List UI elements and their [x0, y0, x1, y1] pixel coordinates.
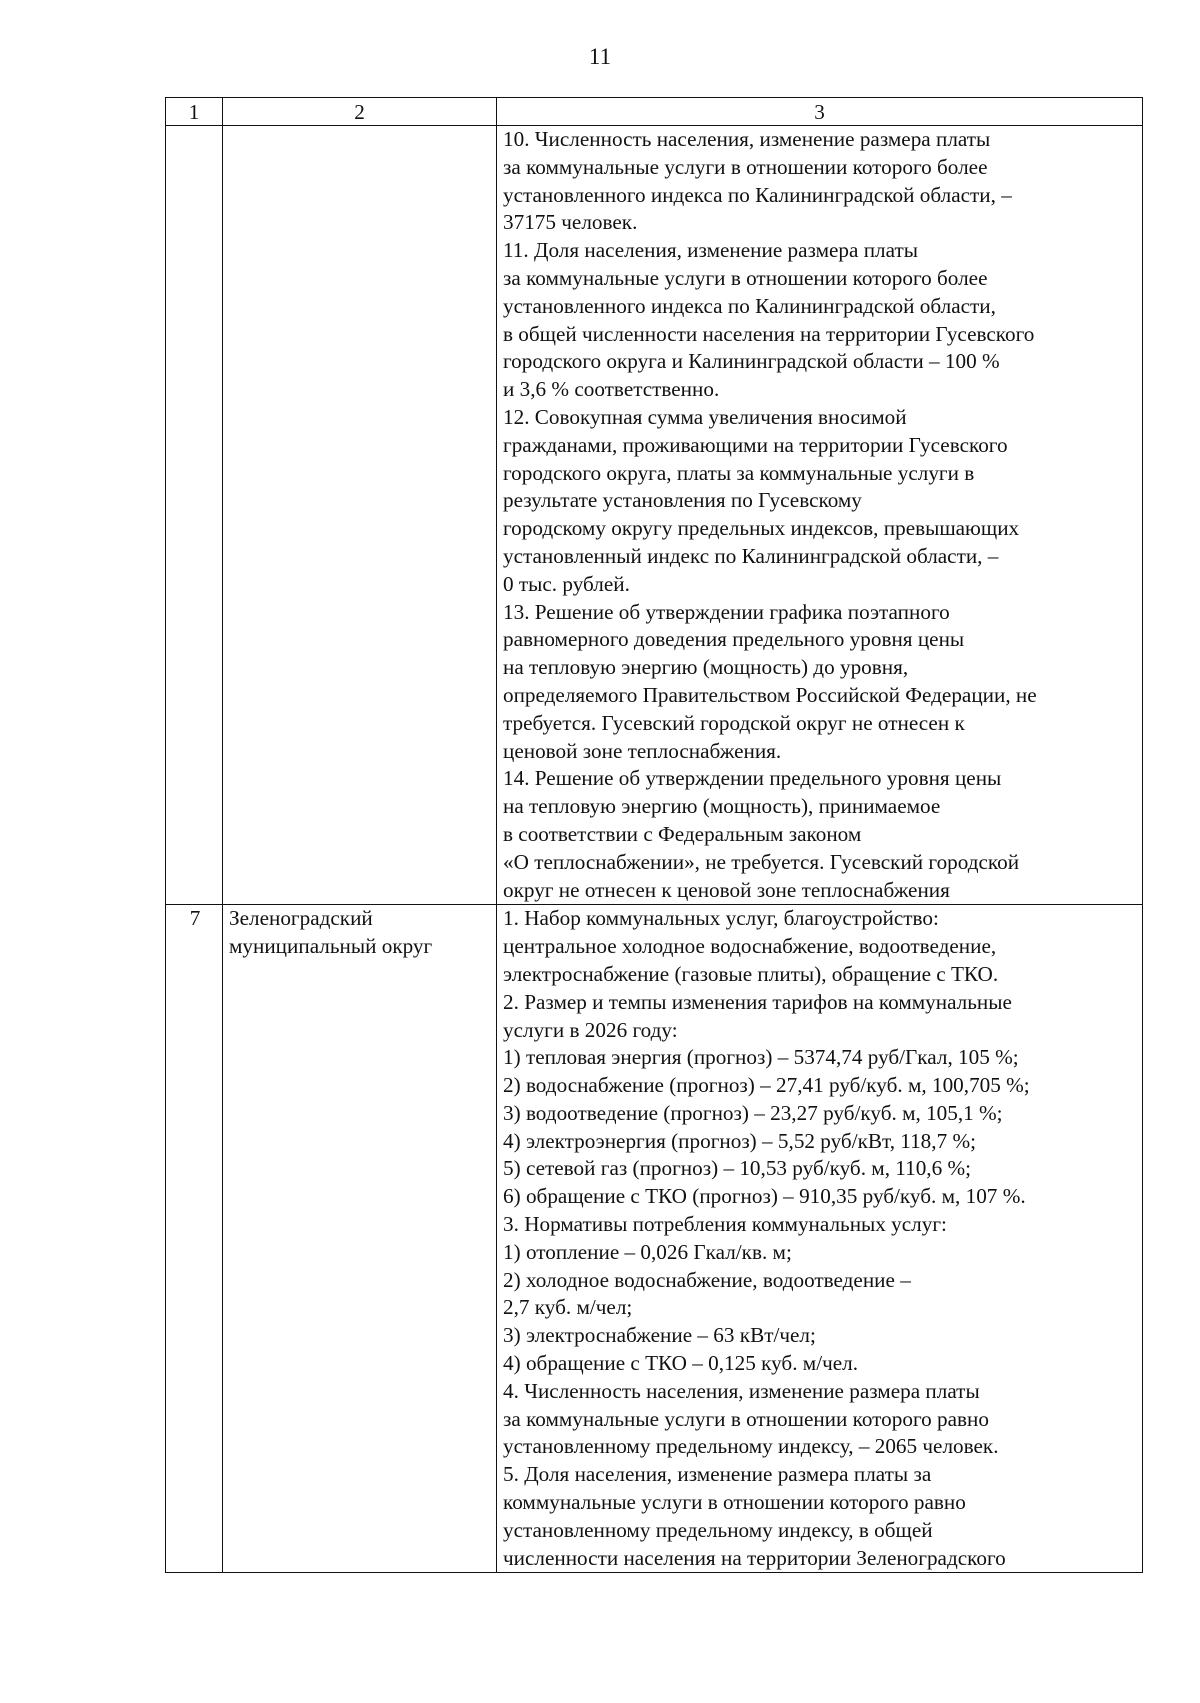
- content-cell: [497, 905, 1143, 1573]
- content-line: 1) отопление – 0,026 Гкал/кв. м;: [503, 1239, 792, 1264]
- content-line: 4. Численность населения, изменение размера платы: [503, 1378, 980, 1403]
- content-line: 10. Численность населения, изменение размера платы: [503, 127, 991, 151]
- header-cell-1: 1: [166, 98, 223, 126]
- row-number-cell: [166, 126, 223, 905]
- content-line: в общей численности населения на территории Гусевского: [503, 321, 1035, 346]
- content-line: в соответствии с Федеральным законом: [503, 821, 862, 846]
- row-number-cell: 7: [166, 905, 223, 1573]
- table-row: [166, 905, 1143, 1573]
- content-line: 6) обращение с ТКО (прогноз) – 910,35 руб/куб. м, 107 %.: [503, 1184, 1026, 1209]
- page-number: 11: [588, 44, 612, 69]
- content-line: за коммунальные услуги в отношении которого более: [503, 154, 988, 179]
- content-line: городского округа и Калининградской области – 100 %: [503, 349, 1000, 374]
- content-line: 4) электроэнергия (прогноз) – 5,52 руб/кВт, 118,7 %;: [503, 1128, 977, 1153]
- content-line: 2) водоснабжение (прогноз) – 27,41 руб/куб. м, 100,705 %;: [503, 1073, 1030, 1098]
- content-cell: [497, 126, 1143, 905]
- content-line: 0 тыс. рублей.: [503, 571, 630, 596]
- content-line: коммунальные услуги в отношении которого равно: [503, 1490, 966, 1515]
- municipality-name-line: муниципальный округ: [229, 934, 433, 959]
- content-line: 2,7 куб. м/чел;: [503, 1295, 633, 1320]
- content-line: 12. Совокупная сумма увеличения вносимой: [503, 404, 907, 429]
- content-line: 3) электроснабжение – 63 кВт/чел;: [503, 1323, 816, 1348]
- content-line: «О теплоснабжении», не требуется. Гусевский городской: [503, 849, 1020, 874]
- content-line: установленному предельному индексу, – 2065 человек.: [503, 1434, 999, 1459]
- content-line: округ не отнесен к ценовой зоне теплоснабжения: [503, 877, 950, 902]
- content-line: 1) тепловая энергия (прогноз) – 5374,74 руб/Гкал, 105 %;: [503, 1045, 1019, 1070]
- content-line: услуги в 2026 году:: [503, 1017, 678, 1042]
- content-line: 5. Доля населения, изменение размера платы за: [503, 1462, 932, 1487]
- content-line: 11. Доля населения, изменение размера платы: [503, 238, 918, 263]
- content-line: электроснабжение (газовые плиты), обращение с ТКО.: [503, 961, 999, 986]
- municipality-cell: [223, 905, 497, 1573]
- table-header-row: [166, 98, 1143, 126]
- content-line: 1. Набор коммунальных услуг, благоустройство:: [503, 906, 939, 931]
- content-line: установленного индекса по Калининградской области, –: [503, 182, 1012, 207]
- content-line: 13. Решение об утверждении графика поэтапного: [503, 599, 950, 624]
- table-row: [166, 126, 1143, 905]
- content-line: определяемого Правительством Российской Федерации, не: [503, 682, 1037, 707]
- content-line: 14. Решение об утверждении предельного уровня цены: [503, 766, 1002, 791]
- content-line: гражданами, проживающими на территории Гусевского: [503, 432, 1008, 457]
- content-line: за коммунальные услуги в отношении которого более: [503, 265, 988, 290]
- content-line: 2) холодное водоснабжение, водоотведение –: [503, 1267, 911, 1292]
- content-line: установленному предельному индексу, в общей: [503, 1517, 933, 1542]
- content-line: центральное холодное водоснабжение, водоотведение,: [503, 934, 997, 959]
- content-line: установленного индекса по Калининградской области,: [503, 293, 996, 318]
- content-line: за коммунальные услуги в отношении которого равно: [503, 1406, 989, 1431]
- header-cell-3: 3: [497, 98, 1143, 126]
- content-line: 37175 человек.: [503, 210, 638, 235]
- municipality-name-line: Зеленоградский: [229, 906, 373, 931]
- municipality-cell: [223, 126, 497, 905]
- header-cell-2: 2: [223, 98, 497, 126]
- content-line: на тепловую энергию (мощность), принимаемое: [503, 794, 941, 819]
- content-line: ценовой зоне теплоснабжения.: [503, 738, 782, 763]
- content-line: равномерного доведения предельного уровня цены: [503, 627, 965, 652]
- data-table: [165, 97, 1143, 1573]
- content-line: на тепловую энергию (мощность) до уровня,: [503, 655, 909, 680]
- content-line: и 3,6 % соответственно.: [503, 377, 720, 402]
- content-line: городского округа, платы за коммунальные услуги в: [503, 460, 975, 485]
- content-line: 2. Размер и темпы изменения тарифов на коммунальные: [503, 989, 1012, 1014]
- content-line: установленный индекс по Калининградской области, –: [503, 543, 999, 568]
- content-line: 5) сетевой газ (прогноз) – 10,53 руб/куб. м, 110,6 %;: [503, 1156, 972, 1181]
- content-line: городскому округу предельных индексов, превышающих: [503, 516, 1020, 541]
- content-line: 4) обращение с ТКО – 0,125 куб. м/чел.: [503, 1351, 859, 1376]
- content-line: численности населения на территории Зеленоградского: [503, 1545, 1006, 1570]
- content-line: требуется. Гусевский городской округ не отнесен к: [503, 710, 965, 735]
- content-line: результате установления по Гусевскому: [503, 488, 862, 513]
- content-line: 3. Нормативы потребления коммунальных услуг:: [503, 1212, 947, 1237]
- content-line: 3) водоотведение (прогноз) – 23,27 руб/куб. м, 105,1 %;: [503, 1100, 1003, 1125]
